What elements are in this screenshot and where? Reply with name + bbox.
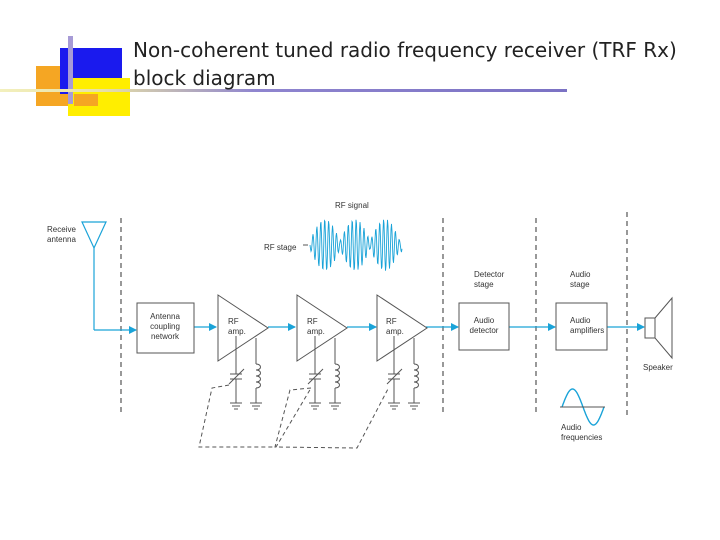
antenna-coupling-label: Antenna coupling network (150, 312, 180, 341)
rf-amp-1-label: RF amp. (228, 317, 246, 336)
inductor-coil (335, 364, 340, 388)
audio-amplifiers-label: Audio amplifiers (570, 316, 605, 335)
speaker-icon (645, 298, 672, 358)
detector-stage-label: Detector stage (474, 270, 505, 289)
audio-frequencies-label: Audio frequencies (561, 423, 603, 442)
rf-amp-3-label: RF amp. (386, 317, 404, 336)
rf-signal-waveform (310, 220, 402, 271)
rf-stage-label: RF stage (264, 243, 297, 252)
ganged-tuning-link (199, 385, 389, 448)
rf-amp-2-label: RF amp. (307, 317, 325, 336)
inductor-coil (256, 364, 261, 388)
antenna-icon (82, 222, 106, 330)
rf-signal-label: RF signal (335, 201, 369, 210)
speaker-label: Speaker (643, 363, 673, 372)
inductor-coil (414, 364, 419, 388)
receive-antenna-label: Receive antenna (47, 225, 76, 244)
audio-detector-label: Audio detector (469, 316, 499, 335)
audio-stage-label: Audio stage (570, 270, 591, 289)
slide-title: Non-coherent tuned radio frequency receiver (TRF Rx) block diagram (133, 38, 677, 90)
